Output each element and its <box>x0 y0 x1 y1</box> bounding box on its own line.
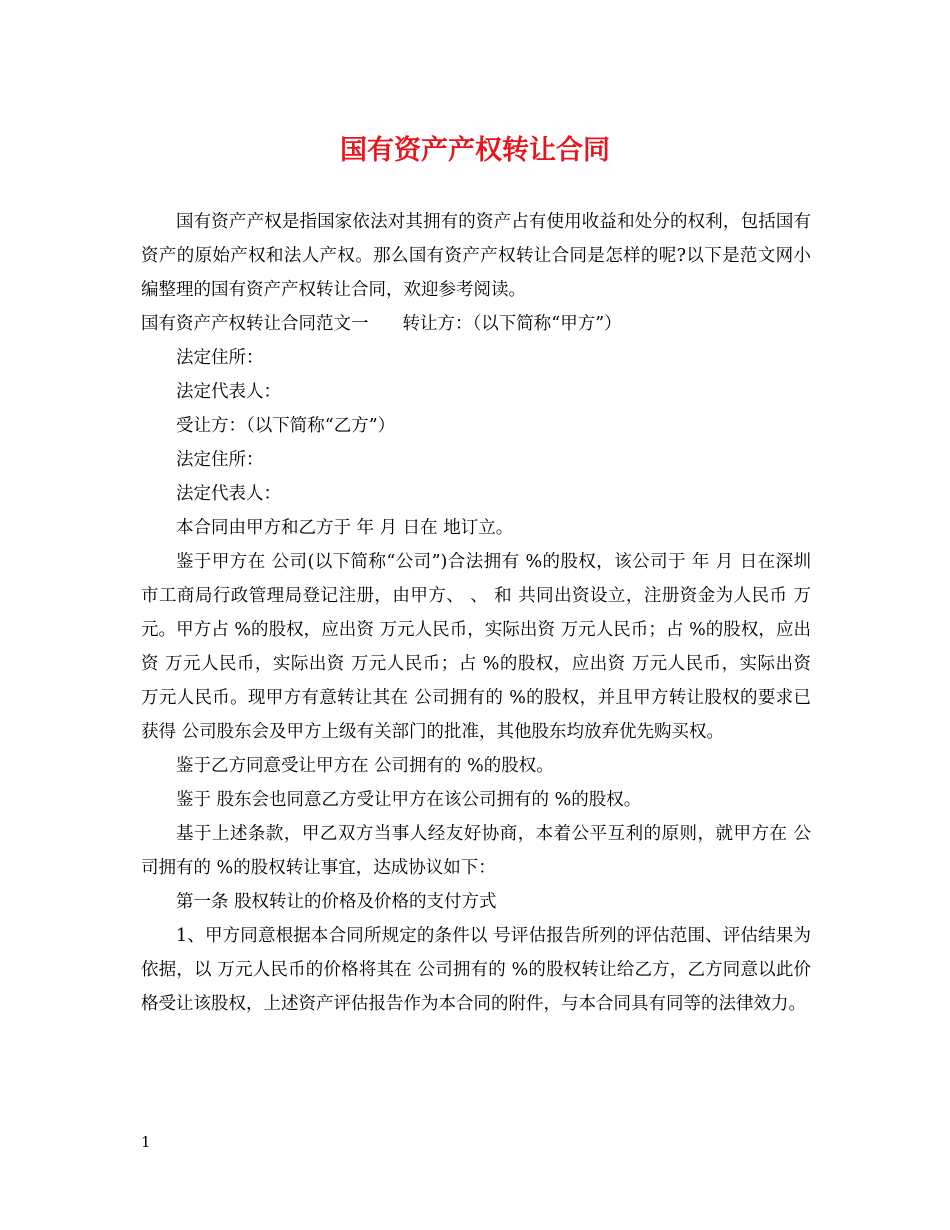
sample-heading-line <box>141 307 811 341</box>
transferee-address: 法定住所： <box>176 450 264 470</box>
recital-shareholders-paragraph: 鉴于 股东会也同意乙方受让甲方在该公司拥有的 %的股权。 <box>176 790 642 810</box>
page-number: 1 <box>141 1133 151 1151</box>
transferor-representative: 法定代表人： <box>176 382 281 402</box>
contract-date-paragraph: 本合同由甲方和乙方于 年 月 日在 地订立。 <box>176 518 514 538</box>
transferor-label: 转让方：（以下简称“甲方”） <box>402 314 622 334</box>
transferee-representative: 法定代表人： <box>176 484 281 504</box>
transferee-label: 受让方：（以下简称“乙方”） <box>176 416 396 436</box>
document-title: 国有资产产权转让合同 <box>340 135 610 166</box>
intro-paragraph: 国有资产产权是指国家依法对其拥有的资产占有使用收益和处分的权利，包括国有资产的原始产权和法人产权。那么国有资产产权转让合同是怎样的呢?以下是范文网小编整理的国有资产产权转让合同，欢迎参考阅读。 <box>141 212 811 300</box>
agreement-basis-paragraph: 基于上述条款，甲乙双方当事人经友好协商，本着公平互利的原则，就甲方在 公司拥有的 %的股权转让事宜，达成协议如下： <box>141 824 811 878</box>
recital-transferee-paragraph: 鉴于乙方同意受让甲方在 公司拥有的 %的股权。 <box>176 756 554 776</box>
article-one-clause-1: 1、甲方同意根据本合同所规定的条件以 号评估报告所列的评估范围、评估结果为依据，以 万元人民币的价格将其在 公司拥有的 %的股权转让给乙方，乙方同意以此价格受让该股权，上述资产评估报告作为本合同的附件，与本合同具有同等的法律效力。 <box>141 926 811 1014</box>
article-one-heading: 第一条 股权转让的价格及价格的支付方式 <box>176 892 497 912</box>
sample-heading: 国有资产产权转让合同范文一 <box>141 314 369 334</box>
transferor-address: 法定住所： <box>176 348 264 368</box>
document-body <box>141 205 811 1021</box>
recital-equity-paragraph: 鉴于甲方在 公司(以下简称“公司”)合法拥有 %的股权，该公司于 年 月 日在深圳市工商局行政管理局登记注册，由甲方、 、 和 共同出资设立，注册资金为人民币 万元。甲方占 %的股权，应出资 万元人民币，实际出资 万元人民币；占 %的股权，应出资 万元人民币，实际出资 万元人民币；占 %的股权，应出资 万元人民币，实际出资 万元人民币。现甲方有意转让其在 公司拥有的 %的股权，并且甲方转让股权的要求已获得 公司股东会及甲方上级有关部门的批准，其他股东均放弃优先购买权。 <box>141 552 811 742</box>
